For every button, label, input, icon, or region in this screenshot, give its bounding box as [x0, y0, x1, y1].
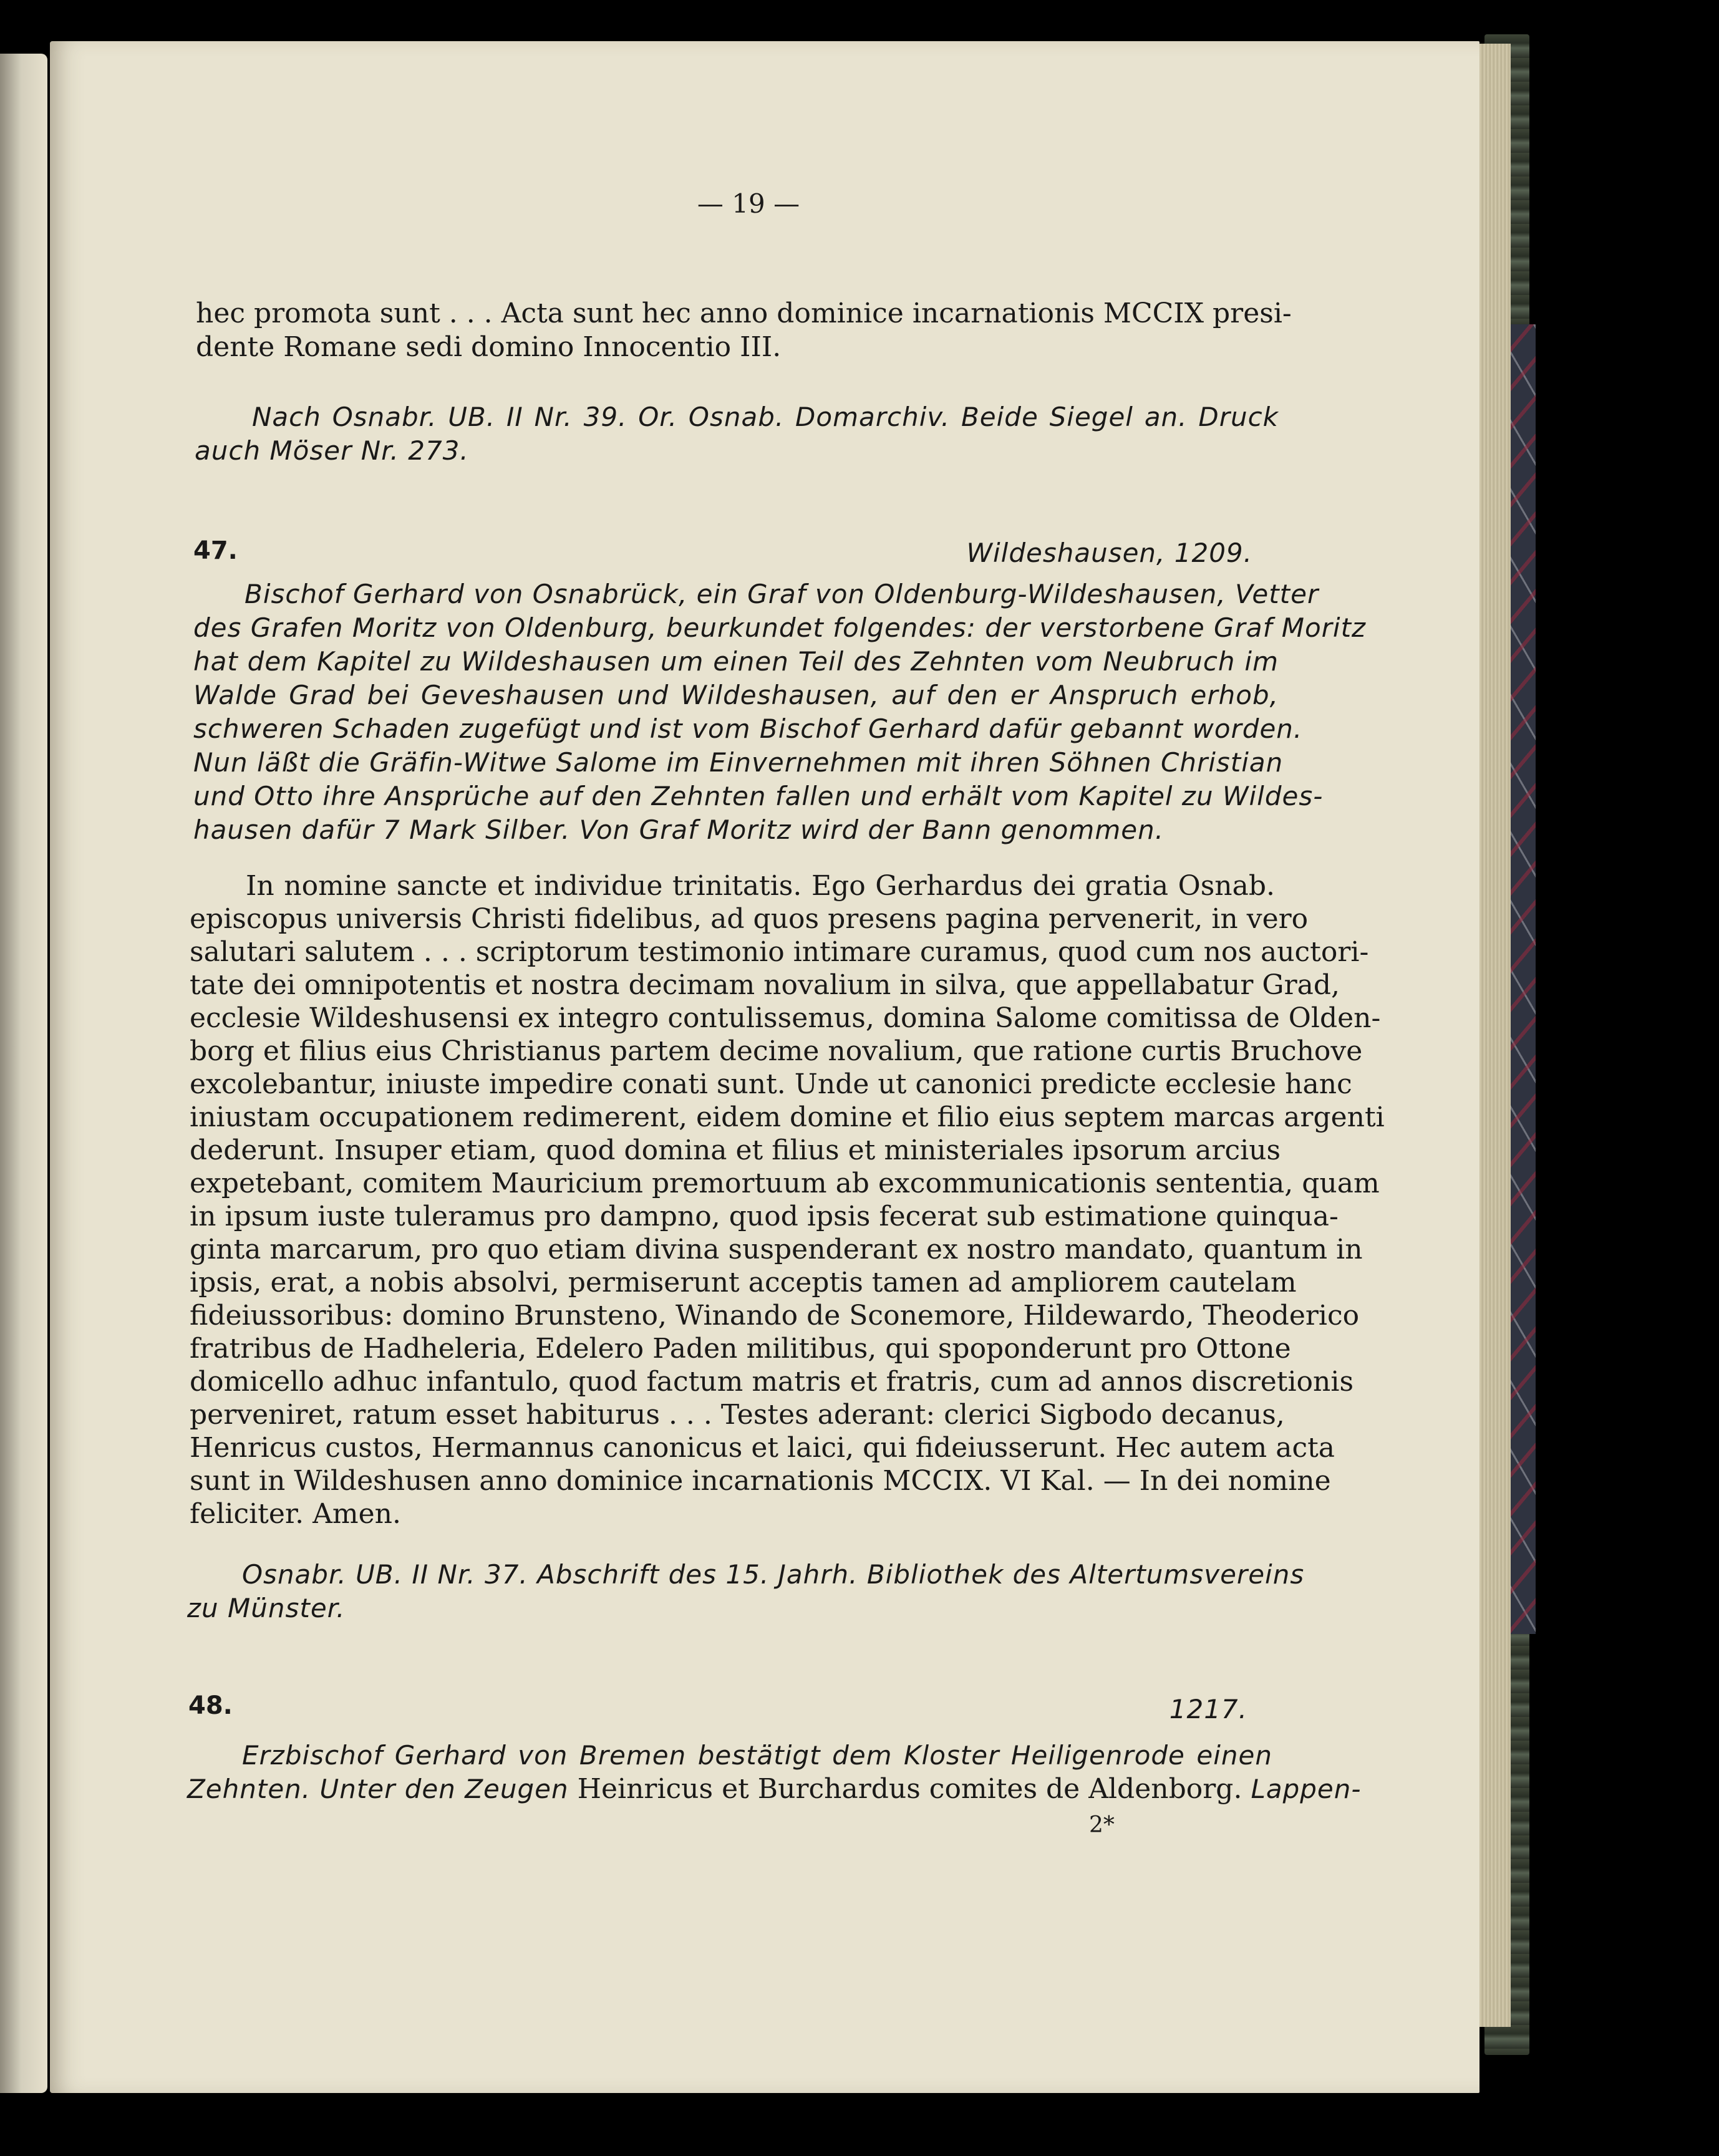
entry-47-place-date: Wildeshausen, 1209. — [966, 538, 1252, 568]
top-paragraph-line-2: dente Romane sedi domino Innocentio III. — [196, 331, 782, 363]
entry-48-date: 1217. — [1169, 1694, 1247, 1724]
entry-47-text-line-8: iniustam occupationem redimerent, eidem domine et filio eius septem marcas argenti — [190, 1101, 1385, 1133]
entry-48-summary-italic-a: Zehnten. Unter den Zeugen — [187, 1774, 569, 1804]
entry-47-text-line-20: feliciter. Amen. — [190, 1498, 401, 1530]
entry-47-text-line-10: expetebant, comitem Mauricium premortuum ab excommunicationis sententia, quam — [190, 1167, 1380, 1199]
entry-47-text-line-19: sunt in Wildeshusen anno dominice incarnationis MCCIX. VI Kal. — In dei nomine — [190, 1465, 1331, 1497]
source-note-1-line-2: auch Möser Nr. 273. — [195, 435, 469, 466]
entry-48-number: 48. — [188, 1691, 233, 1720]
page-number: — 19 — — [697, 188, 800, 219]
entry-47-text-line-5: ecclesie Wildeshusensi ex integro contulissemus, domina Salome comitissa de Olden- — [190, 1002, 1381, 1034]
entry-47-text-line-14: fideiussoribus: domino Brunsteno, Winando de Sconemore, Hildewardo, Theoderico — [190, 1300, 1360, 1332]
entry-47-summary-line-1: Bischof Gerhard von Osnabrück, ein Graf von Oldenburg-Wildeshausen, Vetter — [245, 579, 1319, 609]
entry-47-text-line-13: ipsis, erat, a nobis absolvi, permiserunt acceptis tamen ad ampliorem cautelam — [190, 1267, 1297, 1298]
entry-48-summary-italic-b: Lappen- — [1251, 1774, 1362, 1804]
entry-47-text-line-12: ginta marcarum, pro quo etiam divina suspenderant ex nostro mandato, quantum in — [190, 1234, 1363, 1265]
entry-47-source-note-line-2: zu Münster. — [187, 1593, 346, 1623]
entry-48-summary-line-2 — [187, 1773, 1362, 1805]
entry-47-text-line-18: Henricus custos, Hermannus canonicus et laici, qui fideiusserunt. Hec autem acta — [190, 1432, 1335, 1464]
left-page-edge — [0, 54, 47, 2093]
entry-47-summary-line-5: schweren Schaden zugefügt und ist vom Bischof Gerhard dafür gebannt worden. — [193, 713, 1303, 744]
entry-47-text-line-2: episcopus universis Christi fidelibus, ad quos presens pagina pervenerit, in vero — [190, 903, 1309, 935]
entry-47-number: 47. — [193, 536, 238, 565]
book-page — [50, 41, 1479, 2093]
entry-47-summary-line-8: hausen dafür 7 Mark Silber. Von Graf Moritz wird der Bann genommen. — [193, 815, 1165, 845]
entry-47-text-line-7: excolebantur, iniuste impedire conati sunt. Unde ut canonici predicte ecclesie hanc — [190, 1068, 1352, 1100]
entry-47-source-note-line-1: Osnabr. UB. II Nr. 37. Abschrift des 15. Jahrh. Bibliothek des Altertumsvereins — [242, 1559, 1305, 1590]
entry-47-summary-line-3: hat dem Kapitel zu Wildeshausen um einen Teil des Zehnten vom Neubruch im — [193, 646, 1279, 677]
entry-47-text-line-17: perveniret, ratum esset habiturus . . . Testes aderant: clerici Sigbodo decanus, — [190, 1399, 1285, 1431]
entry-47-summary-line-6: Nun läßt die Gräfin-Witwe Salome im Einvernehmen mit ihren Söhnen Christian — [193, 747, 1284, 778]
signature-mark: 2* — [1089, 1812, 1115, 1838]
entry-47-summary-line-7: und Otto ihre Ansprüche auf den Zehnten fallen und erhält vom Kapitel zu Wildes- — [193, 781, 1324, 811]
entry-47-text-line-4: tate dei omnipotentis et nostra decimam novalium in silva, que appellabatur Grad, — [190, 969, 1340, 1001]
entry-48-summary-roman: Heinricus et Burchardus comites de Aldenborg. — [577, 1773, 1242, 1805]
entry-48-summary-line-1: Erzbischof Gerhard von Bremen bestätigt dem Kloster Heiligenrode einen — [242, 1740, 1272, 1771]
entry-47-text-line-16: domicello adhuc infantulo, quod factum matris et fratris, cum ad annos discretionis — [190, 1366, 1354, 1398]
entry-47-text-line-9: dederunt. Insuper etiam, quod domina et filius et ministeriales ipsorum arcius — [190, 1134, 1281, 1166]
entry-47-text-line-3: salutari salutem . . . scriptorum testimonio intimare curamus, quod cum nos auctori- — [190, 936, 1369, 968]
entry-47-text-line-1: In nomine sancte et individue trinitatis. Ego Gerhardus dei gratia Osnab. — [246, 870, 1275, 902]
source-note-1-line-1: Nach Osnabr. UB. II Nr. 39. Or. Osnab. Domarchiv. Beide Siegel an. Druck — [252, 402, 1279, 432]
entry-47-summary-line-2: des Grafen Moritz von Oldenburg, beurkundet folgendes: der verstorbene Graf Moritz — [193, 612, 1367, 643]
entry-47-text-line-6: borg et filius eius Christianus partem decime novalium, que ratione curtis Bruchove — [190, 1035, 1363, 1067]
entry-47-text-line-11: in ipsum iuste tuleramus pro dampno, quod ipsis fecerat sub estimatione quinqua- — [190, 1201, 1339, 1232]
top-paragraph-line-1: hec promota sunt . . . Acta sunt hec anno dominice incarnationis MCCIX presi- — [196, 297, 1292, 329]
entry-47-text-line-15: fratribus de Hadheleria, Edelero Paden militibus, qui spoponderunt pro Ottone — [190, 1333, 1291, 1365]
entry-47-summary-line-4: Walde Grad bei Geveshausen und Wildeshausen, auf den er Anspruch erhob, — [193, 680, 1279, 710]
